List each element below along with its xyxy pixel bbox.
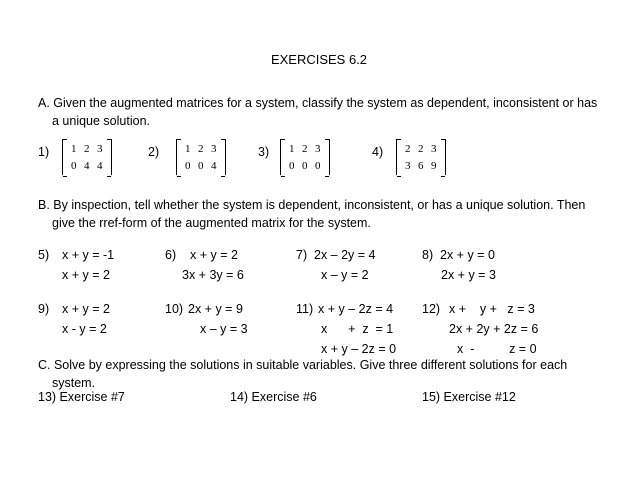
part-c-line-2: system. <box>52 376 96 390</box>
matrix-cell: 0 <box>302 160 308 172</box>
matrix-cell: 4 <box>211 160 217 172</box>
exercise-5-label: 5) <box>38 248 50 262</box>
matrix-cell: 3 <box>97 143 103 155</box>
exercise-10-eq2: x – y = 3 <box>200 322 248 336</box>
matrix-cell: 0 <box>198 160 204 172</box>
exercise-8-eq2: 2x + y = 3 <box>441 268 496 282</box>
matrix-cell: 2 <box>302 143 308 155</box>
exercise-7-eq1: 2x – 2y = 4 <box>314 248 376 262</box>
matrix-cell: 3 <box>211 143 217 155</box>
part-c-instructions <box>38 356 598 392</box>
part-b-instructions <box>38 196 598 232</box>
exercise-7-label: 7) <box>296 248 308 262</box>
exercise-15: 15) Exercise #12 <box>422 390 516 404</box>
exercise-8-eq1: 2x + y = 0 <box>440 248 495 262</box>
matrix-cell: 0 <box>289 160 295 172</box>
matrix-cell: 2 <box>418 143 424 155</box>
matrix-cell: 2 <box>198 143 204 155</box>
matrix-cell: 9 <box>431 160 437 172</box>
part-b-line-2: give the rref-form of the augmented matrix for the system. <box>52 216 371 230</box>
exercise-9-label: 9) <box>38 302 50 316</box>
exercise-9-eq1: x + y = 2 <box>62 302 110 316</box>
exercise-9-eq2: x - y = 2 <box>62 322 107 336</box>
exercise-13: 13) Exercise #7 <box>38 390 125 404</box>
exercise-6-eq1: x + y = 2 <box>190 248 238 262</box>
exercise-5-eq2: x + y = 2 <box>62 268 110 282</box>
exercise-11-eq1: x + y – 2z = 4 <box>318 302 394 316</box>
exercise-3-label: 3) <box>258 145 270 159</box>
exercise-14: 14) Exercise #6 <box>230 390 317 404</box>
exercise-8-label: 8) <box>422 248 434 262</box>
exercise-11-eq2: x + z = 1 <box>321 322 394 336</box>
matrix-3 <box>280 139 330 175</box>
exercise-6-eq2: 3x + 3y = 6 <box>182 268 244 282</box>
part-a-line-1: A. Given the augmented matrices for a system, classify the system as dependent, inconsistent or has <box>38 96 598 110</box>
exercise-7-eq2: x – y = 2 <box>321 268 369 282</box>
exercise-11-eq3: x + y – 2z = 0 <box>321 342 397 356</box>
part-a-line-2: a unique solution. <box>52 114 150 128</box>
matrix-4 <box>396 139 446 175</box>
matrix-cell: 2 <box>84 143 90 155</box>
exercise-11-label: 11) <box>296 302 314 316</box>
matrix-cell: 4 <box>97 160 103 172</box>
part-a-instructions <box>38 94 598 130</box>
matrix-cell: 3 <box>431 143 437 155</box>
part-b-line-1: B. By inspection, tell whether the system is dependent, inconsistent, or has a unique solution. Then <box>38 198 586 212</box>
matrix-cell: 3 <box>315 143 321 155</box>
exercise-12-eq1: x + y + z = 3 <box>449 302 535 316</box>
matrix-cell: 0 <box>71 160 77 172</box>
exercise-2-label: 2) <box>148 145 160 159</box>
matrix-cell: 1 <box>185 143 191 155</box>
exercise-10-label: 10) <box>165 302 184 316</box>
exercise-12-label: 12) <box>422 302 441 316</box>
exercise-12-eq3: x - z = 0 <box>457 342 537 356</box>
matrix-cell: 1 <box>71 143 77 155</box>
matrix-cell: 0 <box>185 160 191 172</box>
matrix-cell: 0 <box>315 160 321 172</box>
matrix-cell: 3 <box>405 160 411 172</box>
matrix-2 <box>176 139 226 175</box>
matrix-1 <box>62 139 112 175</box>
exercise-12-eq2: 2x + 2y + 2z = 6 <box>449 322 539 336</box>
exercise-1-label: 1) <box>38 145 50 159</box>
matrix-cell: 1 <box>289 143 295 155</box>
matrix-cell: 6 <box>418 160 424 172</box>
exercise-5-eq1: x + y = -1 <box>62 248 115 262</box>
matrix-cell: 2 <box>405 143 411 155</box>
part-c-line-1: C. Solve by expressing the solutions in suitable variables. Give three different solutions for each <box>38 358 568 372</box>
exercise-4-label: 4) <box>372 145 384 159</box>
matrix-cell: 4 <box>84 160 90 172</box>
page-title: EXERCISES 6.2 <box>270 52 368 67</box>
exercise-10-eq1: 2x + y = 9 <box>188 302 243 316</box>
exercise-6-label: 6) <box>165 248 177 262</box>
